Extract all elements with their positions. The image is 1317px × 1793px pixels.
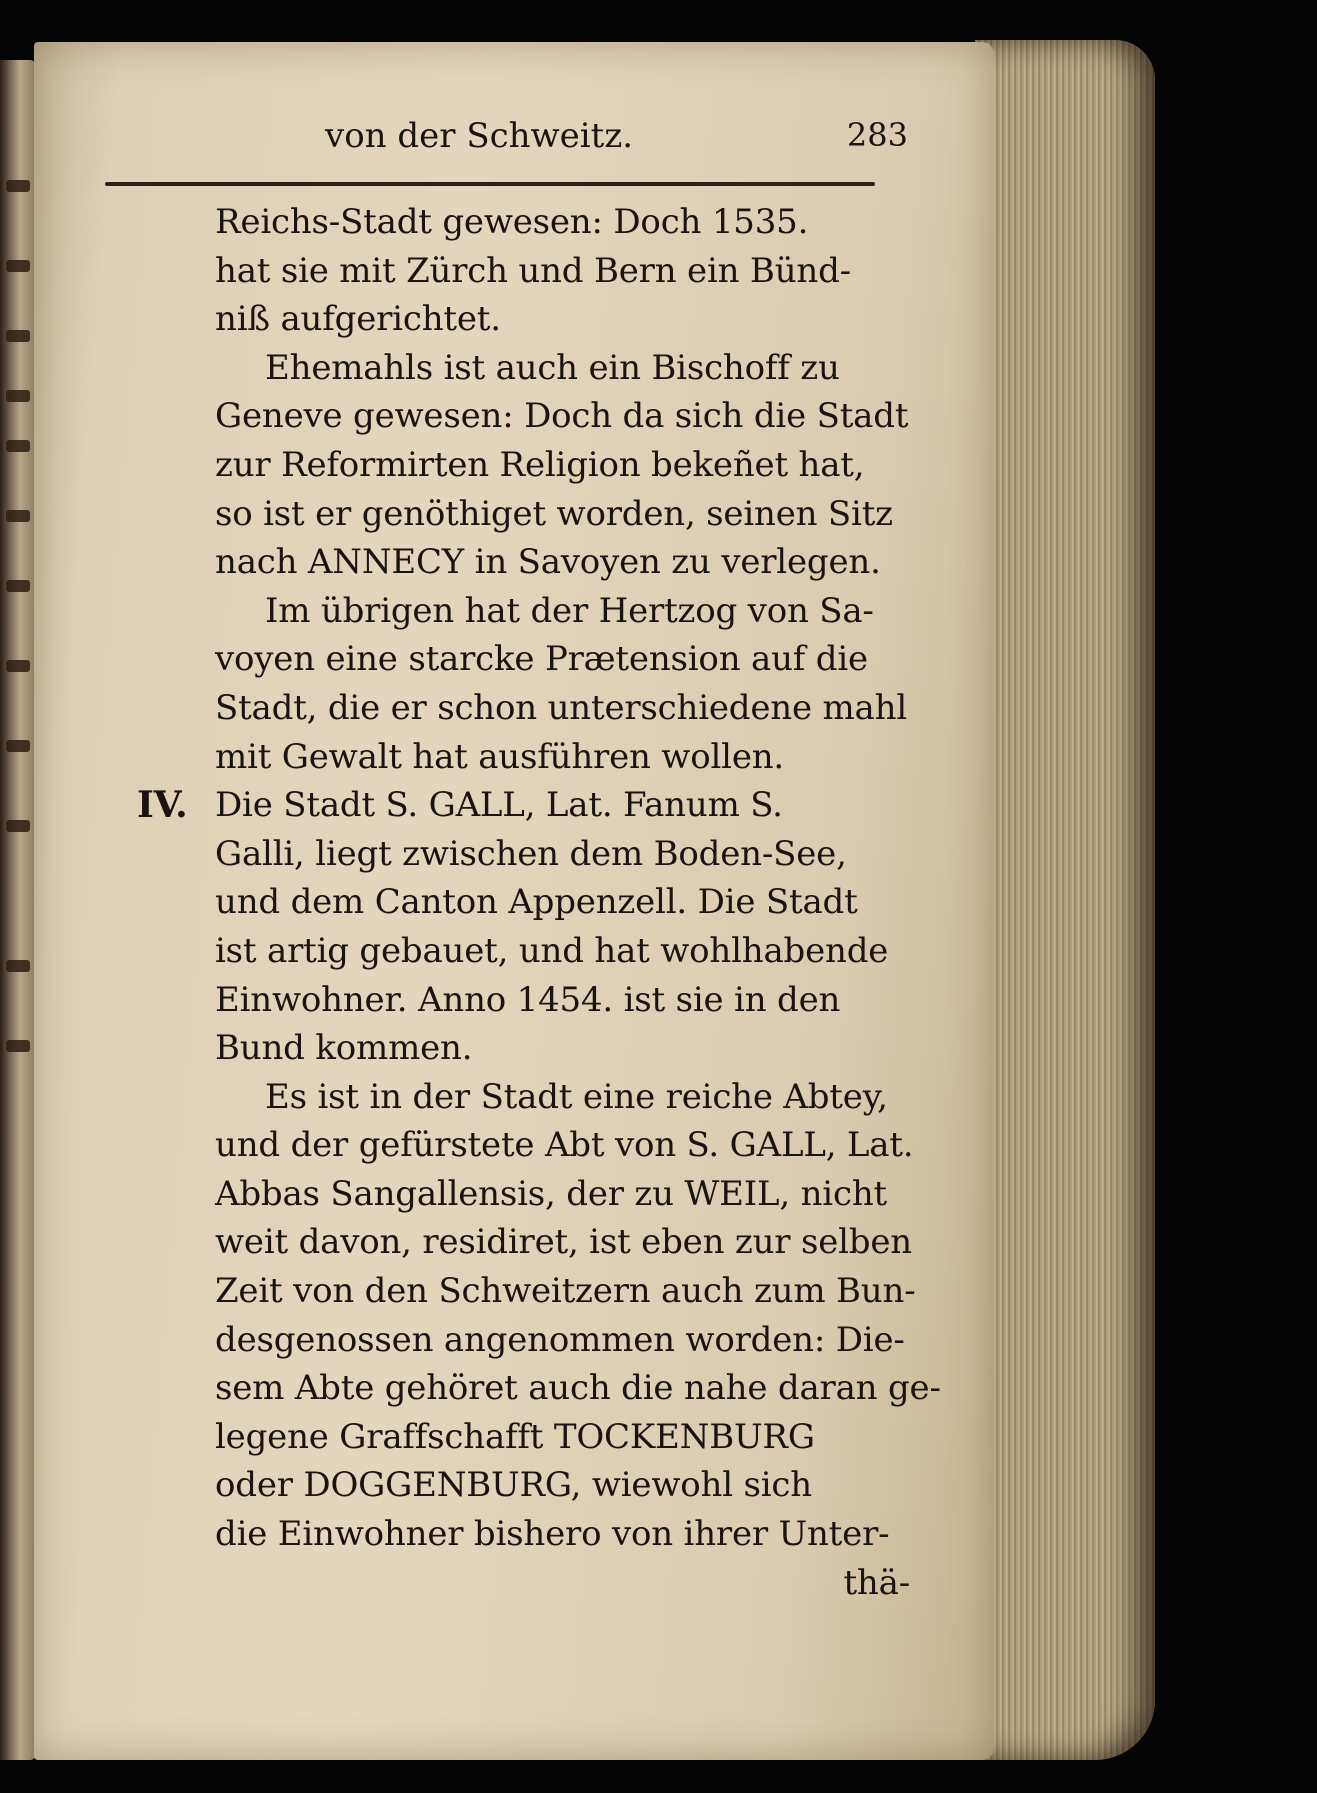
text-line: zur Reformirten Religion bekeñet hat, bbox=[215, 444, 865, 485]
page-number: 283 bbox=[846, 116, 908, 154]
text-line: sem Abte gehöret auch die nahe daran ge- bbox=[215, 1368, 941, 1409]
text-line: Stadt, die er schon unterschiedene mahl bbox=[215, 687, 907, 728]
text-block bbox=[137, 110, 950, 1750]
text-line: Zeit von den Schweitzern auch zum Bun- bbox=[215, 1271, 916, 1312]
section-marker: IV. bbox=[137, 784, 188, 827]
page-header bbox=[215, 110, 950, 170]
page-block-edges bbox=[975, 40, 1155, 1760]
running-head: von der Schweitz. bbox=[325, 116, 634, 156]
text-line: Reichs-Stadt gewesen: Doch 1535. bbox=[215, 202, 809, 242]
text-line: Geneve gewesen: Doch da sich die Stadt bbox=[215, 396, 909, 437]
text-line: voyen eine starcke Prætension auf die bbox=[215, 639, 868, 680]
text-line: Abbas Sangallensis, der zu WEIL, nicht bbox=[215, 1173, 887, 1214]
text-line: niß aufgerichtet. bbox=[215, 299, 501, 340]
text-line-content: Die Stadt S. GALL, Lat. Fanum S. bbox=[215, 785, 783, 826]
previous-page-edge bbox=[0, 60, 36, 1760]
text-line bbox=[137, 781, 950, 830]
text-line: hat sie mit Zürch und Bern ein Bünd- bbox=[215, 250, 851, 291]
text-line: oder DOGGENBURG, wiewohl sich bbox=[215, 1465, 812, 1506]
text-line: nach ANNECY in Savoyen zu verlegen. bbox=[215, 542, 881, 583]
text-line: Im übrigen hat der Hertzog von Sa- bbox=[265, 590, 874, 631]
text-line: mit Gewalt hat ausführen wollen. bbox=[215, 736, 785, 777]
text-line: und dem Canton Appenzell. Die Stadt bbox=[215, 882, 858, 923]
text-line: die Einwohner bishero von ihrer Unter- bbox=[215, 1514, 890, 1555]
text-line: so ist er genöthiget worden, seinen Sitz bbox=[215, 493, 893, 534]
text-line: Galli, liegt zwischen dem Boden-See, bbox=[215, 833, 847, 874]
text-line: legene Graffschafft TOCKENBURG bbox=[215, 1416, 815, 1457]
text-line: Einwohner. Anno 1454. ist sie in den bbox=[215, 979, 841, 1020]
text-line: Ehemahls ist auch ein Bischoff zu bbox=[265, 347, 840, 388]
text-line: weit davon, residiret, ist eben zur selben bbox=[215, 1222, 912, 1263]
text-line: und der gefürstete Abt von S. GALL, Lat. bbox=[215, 1125, 914, 1166]
text-line: ist artig gebauet, und hat wohlhabende bbox=[215, 930, 889, 971]
text-line: desgenossen angenommen worden: Die- bbox=[215, 1319, 905, 1360]
body-text bbox=[137, 198, 950, 1607]
text-line: Es ist in der Stadt eine reiche Abtey, bbox=[265, 1076, 888, 1117]
catchword: thä- bbox=[843, 1562, 910, 1603]
text-line: Bund kommen. bbox=[215, 1028, 473, 1069]
header-rule bbox=[105, 182, 875, 186]
